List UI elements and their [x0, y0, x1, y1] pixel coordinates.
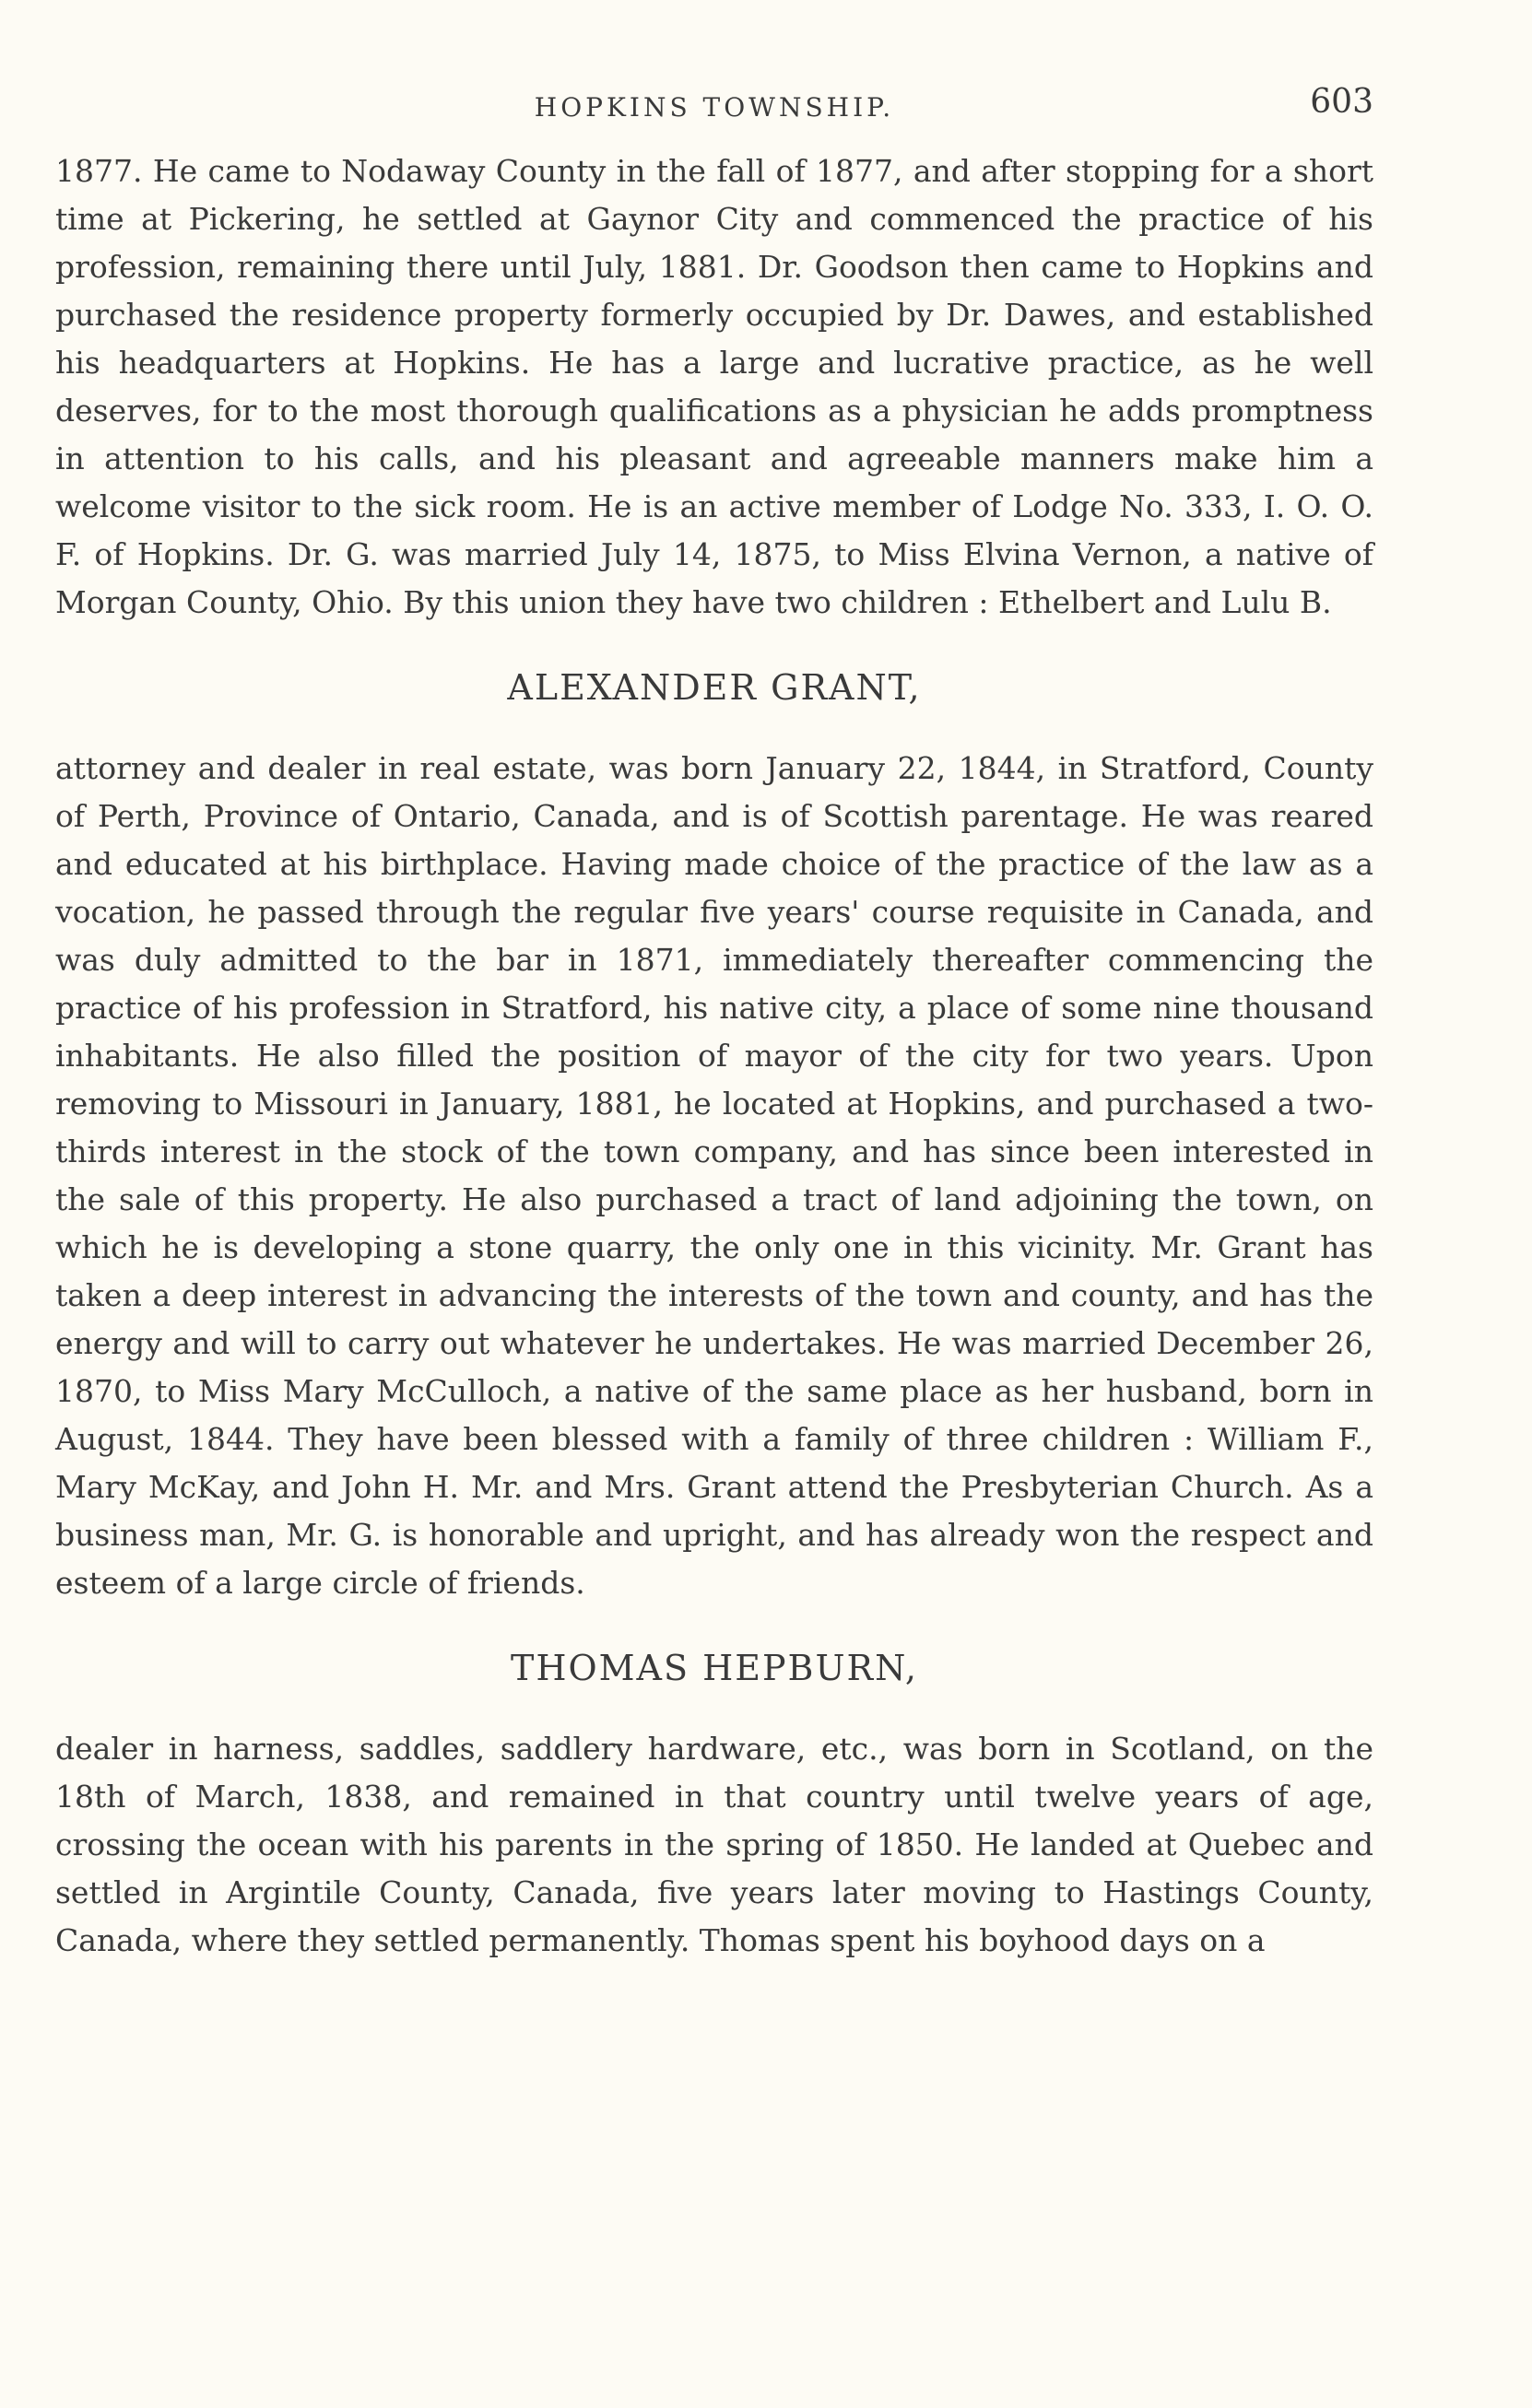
grant-heading: ALEXANDER GRANT,	[507, 667, 922, 708]
hepburn-paragraph: dealer in harness, saddles, saddlery hardware, etc., was born in Scotland, on the 18th of March, 1838, and remained in that country until twelve years of age, crossing the ocean with his parents in the spring of 1850. He landed at Quebec and settled in Argintile County, Canada, five years later moving to Hastings County, Canada, where they settled permanently. Thomas spent his boyhood days on a	[55, 1731, 1373, 1958]
grant-paragraph: attorney and dealer in real estate, was born January 22, 1844, in Stratford, County of Perth, Province of Ontario, Canada, and is of Scottish parentage. He was reared and educated at his birthplace. Having made choice of the practice of the law as a vocation, he passed through the regular five years' course requisite in Canada, and was duly admitted to the bar in 1871, immediately thereafter commencing the practice of his profession in Stratford, his native city, a place of some nine thousand inhabitants. He also filled the position of mayor of the city for two years. Upon removing to Missouri in January, 1881, he located at Hopkins, and purchased a two-thirds interest in the stock of the town company, and has since been interested in the sale of this property. He also purchased a tract of land adjoining the town, on which he is developing a stone quarry, the only one in this vicinity. Mr. Grant has taken a deep interest in advancing the interests of the town and county, and has the energy and will to carry out whatever he undertakes. He was married December 26, 1870, to Miss Mary McCulloch, a native of the same place as her husband, born in August, 1844. They have been blessed with a family of three children : William F., Mary McKay, and John H. Mr. and Mrs. Grant attend the Presbyterian Church. As a business man, Mr. G. is honorable and upright, and has already won the respect and esteem of a large circle of friends.	[55, 750, 1373, 1601]
page-number: 603	[1310, 83, 1373, 121]
page-header	[55, 83, 1373, 147]
hepburn-heading: THOMAS HEPBURN,	[510, 1648, 918, 1688]
running-head: HOPKINS TOWNSHIP.	[534, 92, 895, 123]
book-page	[55, 83, 1373, 1965]
goodson-continued-paragraph: 1877. He came to Nodaway County in the fall of 1877, and after stopping for a short time at Pickering, he settled at Gaynor City and commenced the practice of his profession, remaining there until July, 1881. Dr. Goodson then came to Hopkins and purchased the residence property formerly occupied by Dr. Dawes, and established his headquarters at Hopkins. He has a large and lucrative practice, as he well deserves, for to the most thorough qualifications as a physician he adds promptness in attention to his calls, and his pleasant and agreeable manners make him a welcome visitor to the sick room. He is an active member of Lodge No. 333, I. O. O. F. of Hopkins. Dr. G. was married July 14, 1875, to Miss Elvina Vernon, a native of Morgan County, Ohio. By this union they have two children : Ethelbert and Lulu B.	[55, 153, 1373, 620]
